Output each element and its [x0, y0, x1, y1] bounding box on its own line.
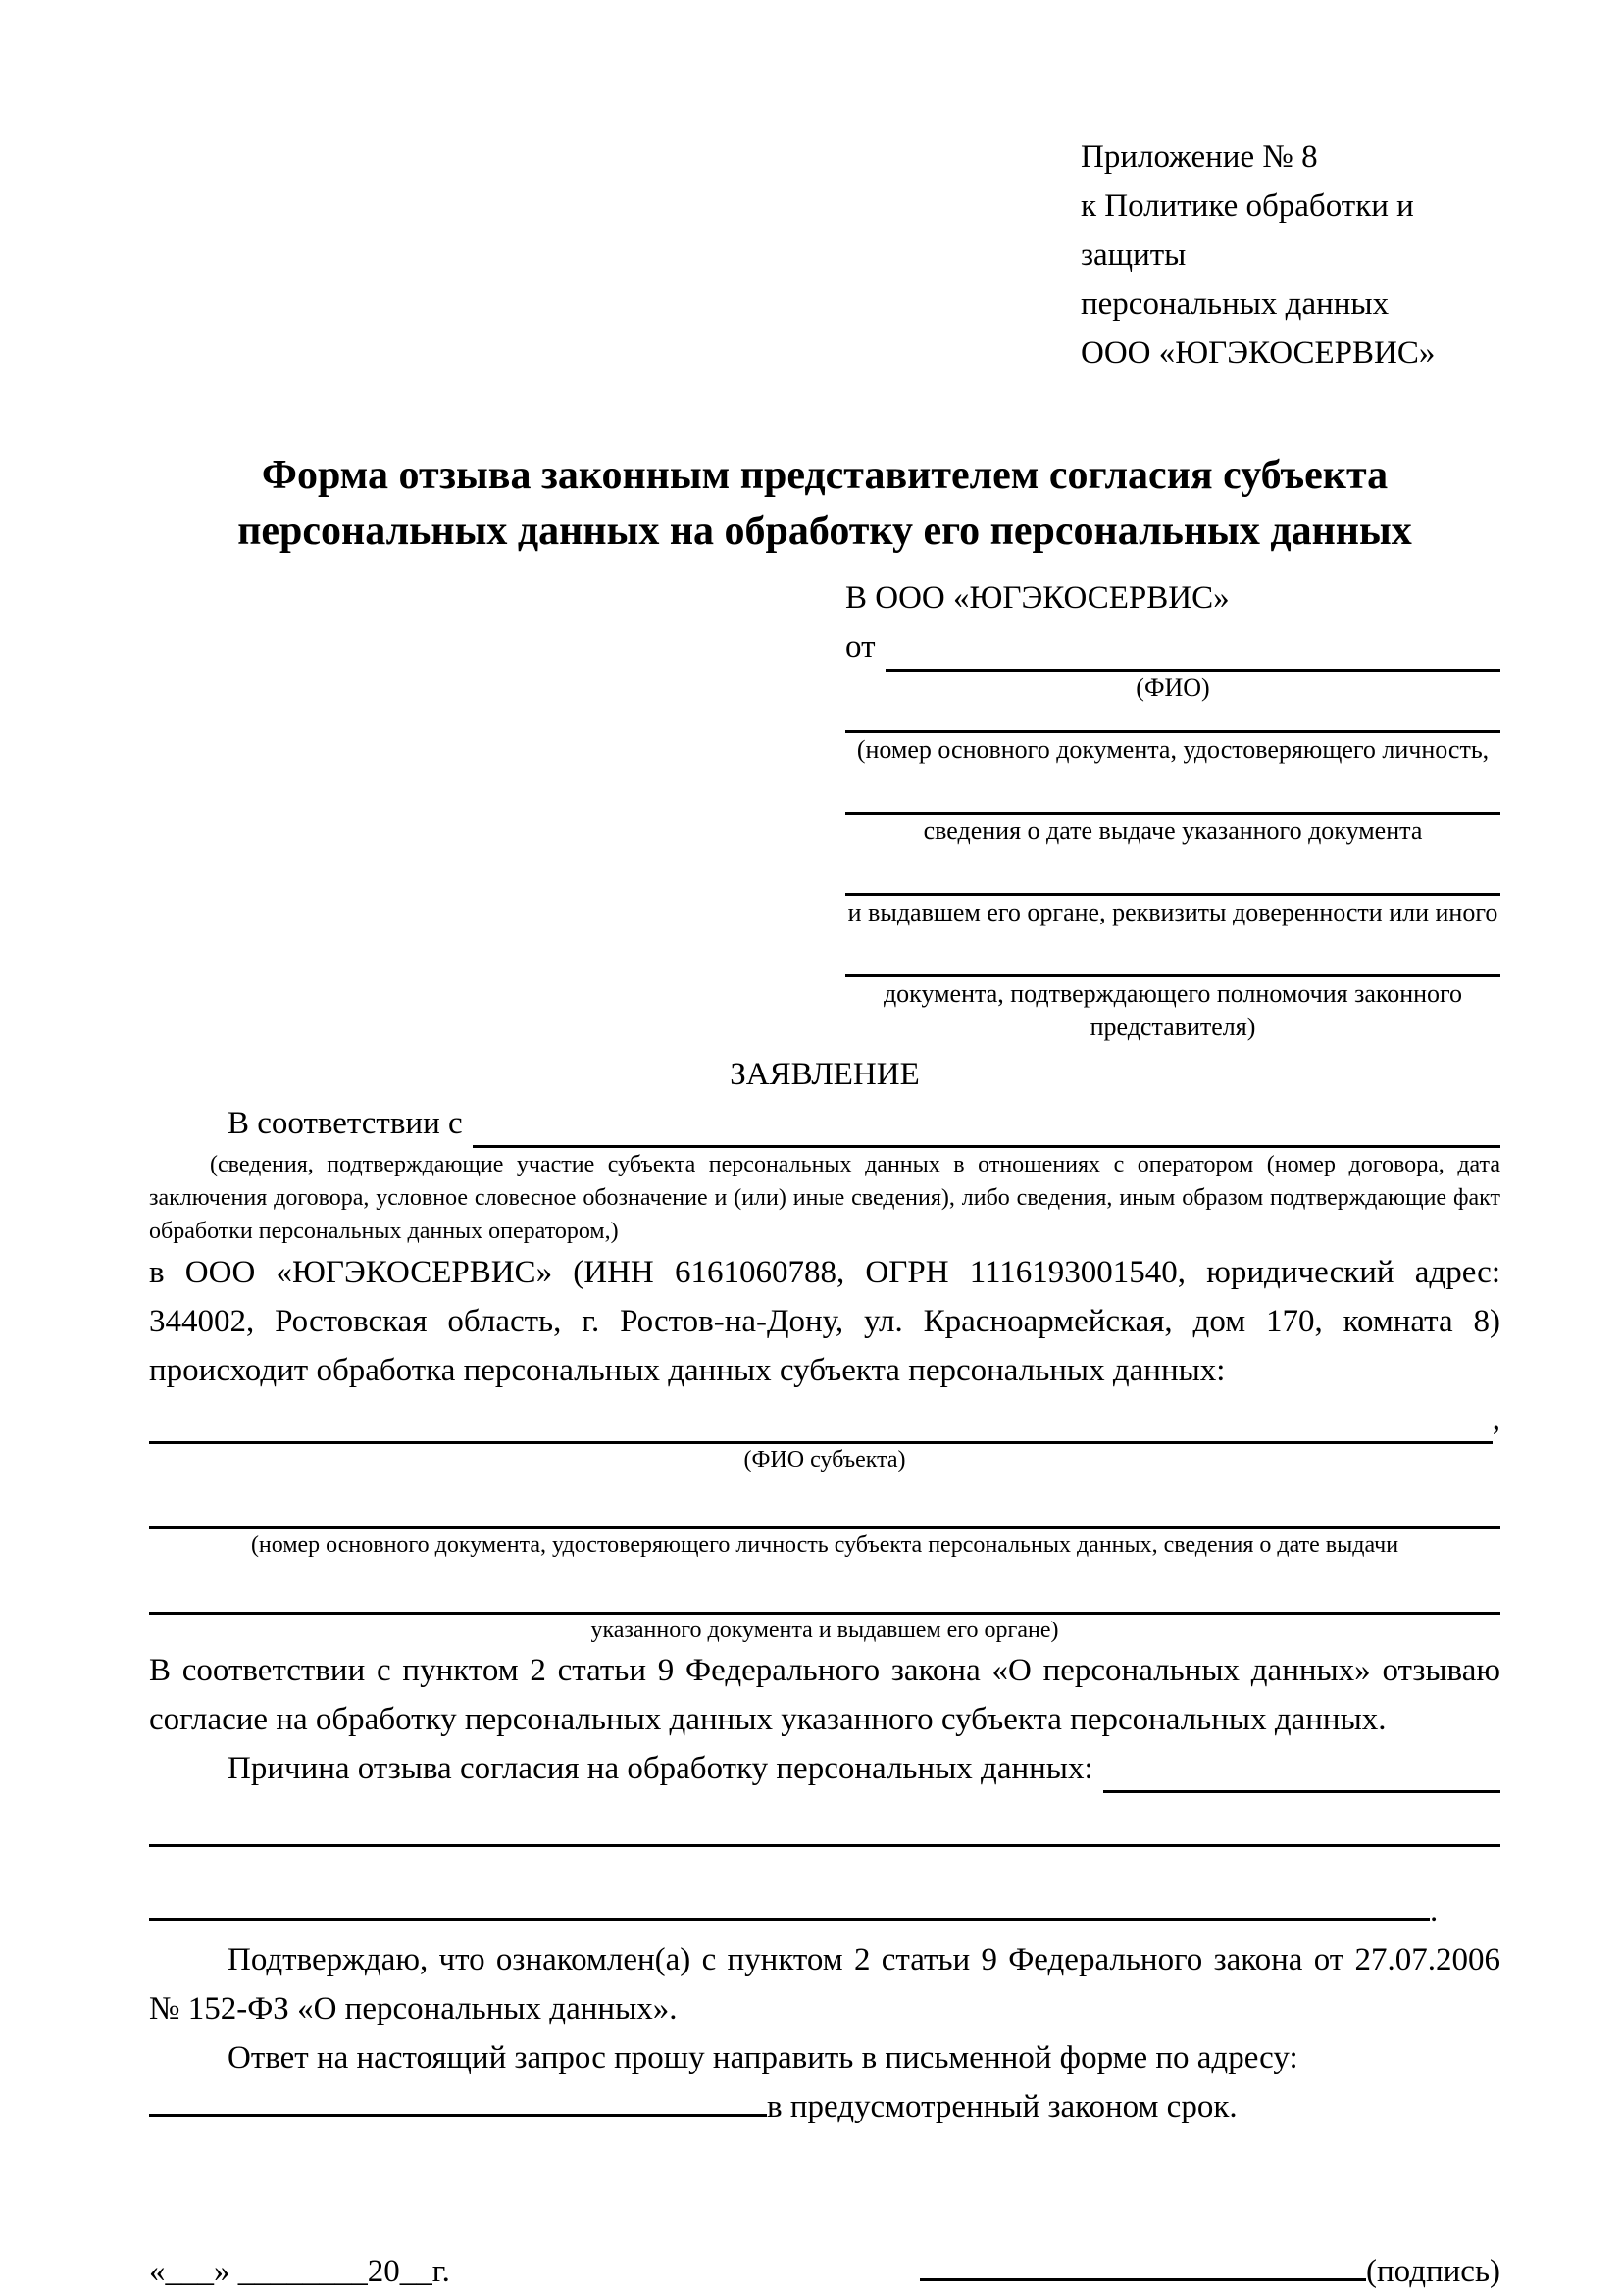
appendix-line: Приложение № 8	[1081, 139, 1318, 175]
footer-row	[149, 2247, 1500, 2296]
confirm-paragraph: Подтверждаю, что ознакомлен(а) с пунктом 2 статьи 9 Федерального закона от 27.07.2006 № 152-ФЗ «О персональных данных».	[149, 1942, 1500, 2026]
subject-doc-field-2[interactable]	[149, 1561, 1500, 1615]
reason-label: Причина отзыва согласия на обработку персональных данных:	[228, 1751, 1093, 1786]
reply-address-field[interactable]	[149, 2114, 767, 2117]
doc-caption-3: и выдавшем его органе, реквизиты доверенности или иного	[847, 898, 1498, 926]
reason-field[interactable]	[1103, 1790, 1500, 1793]
appendix-line: к Политике обработки и защиты	[1081, 188, 1414, 273]
reply-lead-paragraph: Ответ на настоящий запрос прошу направить в письменной форме по адресу:	[228, 2040, 1298, 2075]
subject-doc-caption-1: (номер основного документа, удостоверяющего личность субъекта персональных данных, сведения о дате выдачи	[250, 1532, 1399, 1558]
reason-blank-field-1[interactable]	[149, 1793, 1500, 1847]
from-label: от	[845, 629, 876, 665]
signature-caption: (подпись)	[1366, 2254, 1500, 2289]
page-title-line: Форма отзыва законным представителем согласия субъекта	[261, 453, 1389, 498]
representative-doc-field-3[interactable]	[845, 848, 1500, 896]
operator-paragraph: в ООО «ЮГЭКОСЕРВИС» (ИНН 6161060788, ОГРН 1116193001540, юридический адрес: 344002, Ростовская область, г. Ростов-на-Дону, ул. Красноармейская, дом 170, комната 8) происходит обработка персональных данных субъекта персональных данных:	[149, 1255, 1500, 1388]
appendix-line: персональных данных	[1081, 286, 1390, 322]
reply-address-line	[149, 2082, 1500, 2131]
reason-line	[149, 1744, 1500, 1793]
date-line: «___» ________20__г.	[149, 2254, 450, 2289]
representative-doc-field-4[interactable]	[845, 929, 1500, 977]
subject-fio-caption: (ФИО субъекта)	[743, 1447, 906, 1472]
representative-doc-field-2[interactable]	[845, 767, 1500, 815]
subject-doc-caption-2: указанного документа и выдавшем его органе)	[590, 1618, 1059, 1643]
blank-period: .	[1430, 1893, 1439, 1928]
reason-blank-line-2	[149, 1886, 1500, 1935]
subject-doc-field-1[interactable]	[149, 1475, 1500, 1529]
subject-fio-comma: ,	[1492, 1402, 1500, 1437]
representative-doc-field-1[interactable]	[845, 705, 1500, 733]
addressee-to: В ООО «ЮГЭКОСЕРВИС»	[845, 580, 1230, 616]
reply-tail: в предусмотренный законом срок.	[767, 2089, 1238, 2124]
fine-print-note: (сведения, подтверждающие участие субъекта персональных данных в отношениях с оператором (номер договора, дата заключения договора, условное словесное обозначение и (или) иные сведения), либо сведения, иным образом подтверждающие факт обработки персональных данных оператором,)	[149, 1152, 1500, 1244]
page-title	[149, 448, 1500, 560]
page-title-line: персональных данных на обработку его персональных данных	[237, 509, 1412, 554]
reason-blank-field-2[interactable]	[149, 1918, 1430, 1921]
accordance-label: В соответствии с	[228, 1106, 463, 1141]
statement-heading: ЗАЯВЛЕНИЕ	[730, 1057, 920, 1092]
subject-fio-line	[149, 1395, 1500, 1444]
appendix-line: ООО «ЮГЭКОСЕРВИС»	[1081, 335, 1436, 371]
doc-caption-4: документа, подтверждающего полномочия законного представителя)	[883, 979, 1463, 1041]
signature-group	[920, 2247, 1500, 2296]
addressee-block	[845, 574, 1500, 1044]
accordance-line	[149, 1099, 1500, 1148]
signature-field[interactable]	[920, 2278, 1366, 2281]
doc-caption-1: (номер основного документа, удостоверяющего личность,	[856, 735, 1490, 764]
doc-caption-2: сведения о дате выдаче указанного документа	[923, 817, 1423, 845]
appendix-block	[1081, 132, 1500, 377]
fio-caption: (ФИО)	[1136, 674, 1210, 702]
from-line	[845, 623, 1500, 672]
withdraw-paragraph: В соответствии с пунктом 2 статьи 9 Федерального закона «О персональных данных» отзываю согласие на обработку персональных данных указанного субъекта персональных данных.	[149, 1653, 1500, 1737]
